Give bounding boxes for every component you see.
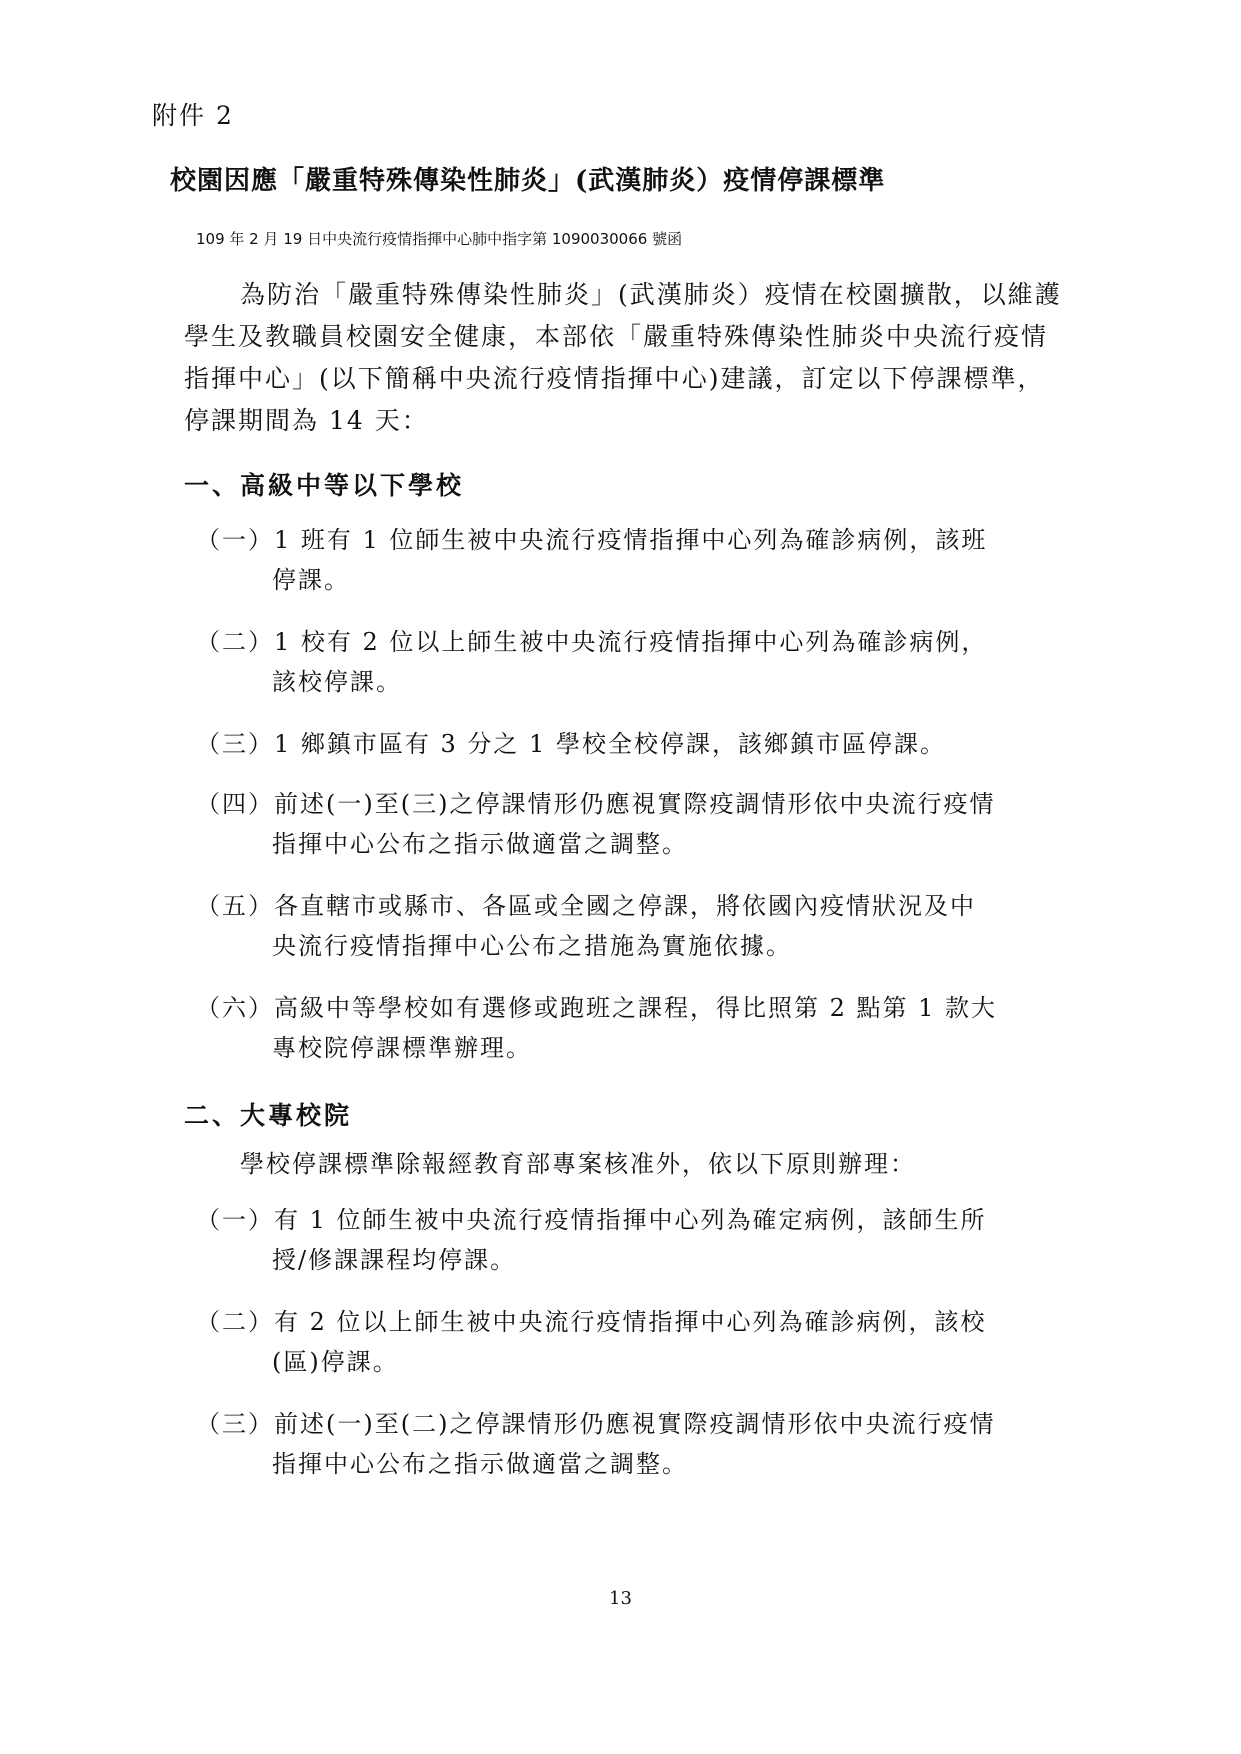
attachment-label: 附件 2: [152, 101, 234, 130]
item-line: （一）1 班有 1 位師生被中央流行疫情指揮中心列為確診病例，該班: [196, 526, 988, 554]
item-line: （五）各直轄市或縣市、各區或全國之停課，將依國內疫情狀況及中: [196, 892, 976, 920]
list-item: [196, 988, 1058, 1068]
item-line: （二）有 2 位以上師生被中央流行疫情指揮中心列為確診病例，該校: [196, 1308, 987, 1336]
item-line: （二）1 校有 2 位以上師生被中央流行疫情指揮中心列為確診病例，: [196, 628, 988, 656]
item-continuation: 指揮中心公布之指示做適當之調整。: [272, 830, 688, 858]
list-item: [196, 886, 1058, 966]
list-item: [196, 622, 1058, 702]
section-heading-1: 一、高級中等以下學校: [184, 471, 465, 500]
item-continuation: 該校停課。: [272, 668, 402, 696]
item-continuation: 授/修課課程均停課。: [272, 1246, 517, 1274]
list-item: [196, 1200, 1058, 1280]
document-reference: 109 年 2 月 19 日中央流行疫情指揮中心肺中指字第 1090030066 號函: [196, 230, 683, 248]
section-2-intro: 學校停課標準除報經教育部專案核准外，依以下原則辦理：: [240, 1150, 916, 1178]
item-continuation: 專校院停課標準辦理。: [272, 1034, 532, 1062]
item-continuation: 央流行疫情指揮中心公布之措施為實施依據。: [272, 932, 792, 960]
list-item: [196, 1302, 1058, 1382]
item-line: （三）1 鄉鎮市區有 3 分之 1 學校全校停課，該鄉鎮市區停課。: [196, 730, 946, 758]
list-item: [196, 1404, 1058, 1484]
list-item: [196, 724, 1058, 764]
item-continuation: (區)停課。: [272, 1348, 399, 1376]
page-number: 13: [609, 1588, 632, 1609]
list-item: [196, 784, 1058, 864]
list-item: [196, 520, 1058, 600]
item-line: （三）前述(一)至(二)之停課情形仍應視實際疫調情形依中央流行疫情: [196, 1410, 996, 1438]
intro-paragraph: 為防治「嚴重特殊傳染性肺炎」(武漢肺炎）疫情在校園擴散，以維護學生及教職員校園安全健康，本部依「嚴重特殊傳染性肺炎中央流行疫情指揮中心」(以下簡稱中央流行疫情指揮中心)建議，訂定以下停課標準，停課期間為 14 天：: [184, 280, 1062, 435]
item-line: （四）前述(一)至(三)之停課情形仍應視實際疫調情形依中央流行疫情: [196, 790, 996, 818]
item-continuation: 停課。: [272, 566, 350, 594]
section-heading-2: 二、大專校院: [184, 1101, 353, 1130]
item-line: （一）有 1 位師生被中央流行疫情指揮中心列為確定病例，該師生所: [196, 1206, 987, 1234]
item-continuation: 指揮中心公布之指示做適當之調整。: [272, 1450, 688, 1478]
document-title: 校園因應「嚴重特殊傳染性肺炎」(武漢肺炎）疫情停課標準: [170, 166, 886, 196]
item-line: （六）高級中等學校如有選修或跑班之課程，得比照第 2 點第 1 款大: [196, 994, 998, 1022]
